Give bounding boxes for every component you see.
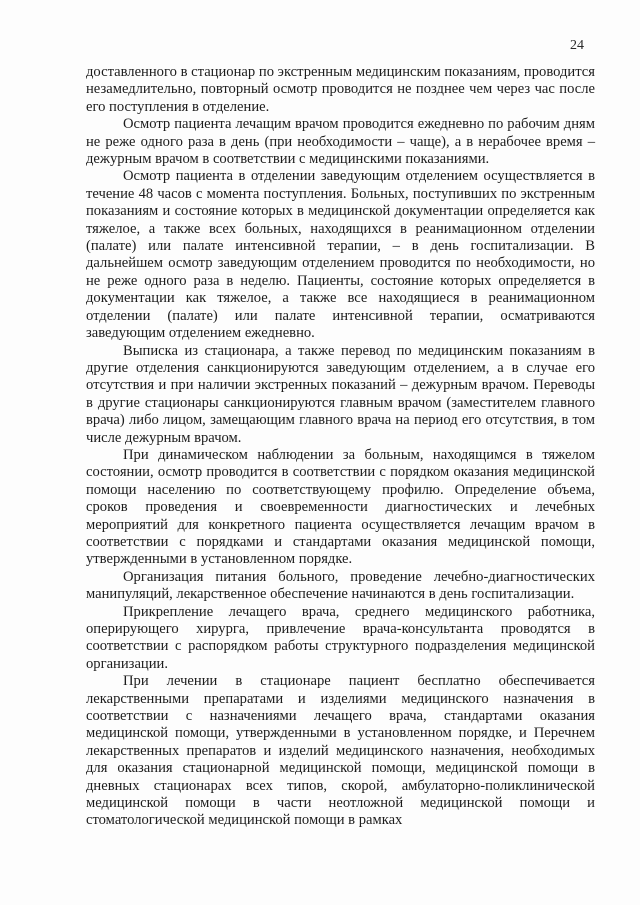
page-number: 24	[570, 38, 584, 53]
paragraph: Выписка из стационара, а также перевод по медицинским показаниям в другие отделения санкционируются заведующим отделением, а в случае его отсутствия и при наличии экстренных показаний – дежурным врачом. Переводы в другие стационары санкционируются главным врачом (заместителем главного врача) либо лицом, замещающим главного врача на период его отсутствия, в том числе дежурным врачом.	[86, 342, 595, 446]
paragraph: При динамическом наблюдении за больным, находящимся в тяжелом состоянии, осмотр проводится в соответствии с порядком оказания медицинской помощи населению по соответствующему профилю. Определение объема, сроков проведения и своевременности диагностических и лечебных мероприятий для конкретного пациента осуществляется лечащим врачом в соответствии с порядками и стандартами оказания медицинской помощи, утвержденными в установленном порядке.	[86, 446, 595, 568]
paragraph: Осмотр пациента лечащим врачом проводится ежедневно по рабочим дням не реже одного раза в день (при необходимости – чаще), а в нерабочее время – дежурным врачом в соответствии с медицинскими показаниями.	[86, 116, 595, 168]
document-body	[86, 64, 595, 830]
paragraph: При лечении в стационаре пациент бесплатно обеспечивается лекарственными препаратами и изделиями медицинского назначения в соответствии с назначениями лечащего врача, стандартами оказания медицинской помощи, утвержденными в установленном порядке, и Перечнем лекарственных препаратов и изделий медицинского назначения, необходимых для оказания стационарной медицинской помощи, медицинской помощи в дневных стационарах всех типов, скорой, амбулаторно-поликлинической медицинской помощи в части неотложной медицинской помощи и стоматологической медицинской помощи в рамках	[86, 673, 595, 829]
paragraph: доставленного в стационар по экстренным медицинским показаниям, проводится незамедлительно, повторный осмотр проводится не позднее чем через час после его поступления в отделение.	[86, 64, 595, 115]
paragraph: Прикрепление лечащего врача, среднего медицинского работника, оперирующего хирурга, привлечение врача-консультанта проводятся в соответствии с распорядком работы структурного подразделения медицинской организации.	[86, 603, 595, 672]
paragraph: Осмотр пациента в отделении заведующим отделением осуществляется в течение 48 часов с момента поступления. Больных, поступивших по экстренным показаниям и состояние которых в медицинской документации определяется как тяжелое, а также всех больных, находящихся в реанимационном отделении (палате) или палате интенсивной терапии, – в день госпитализации. В дальнейшем осмотр заведующим отделением проводится по необходимости, но не реже одного раза в неделю. Пациенты, состояние которых определяется в документации как тяжелое, а также все находящиеся в реанимационном отделении (палате) или палате интенсивной терапии, осматриваются заведующим отделением ежедневно.	[86, 168, 595, 342]
paragraph: Организация питания больного, проведение лечебно-диагностических манипуляций, лекарственное обеспечение начинаются в день госпитализации.	[86, 568, 595, 603]
